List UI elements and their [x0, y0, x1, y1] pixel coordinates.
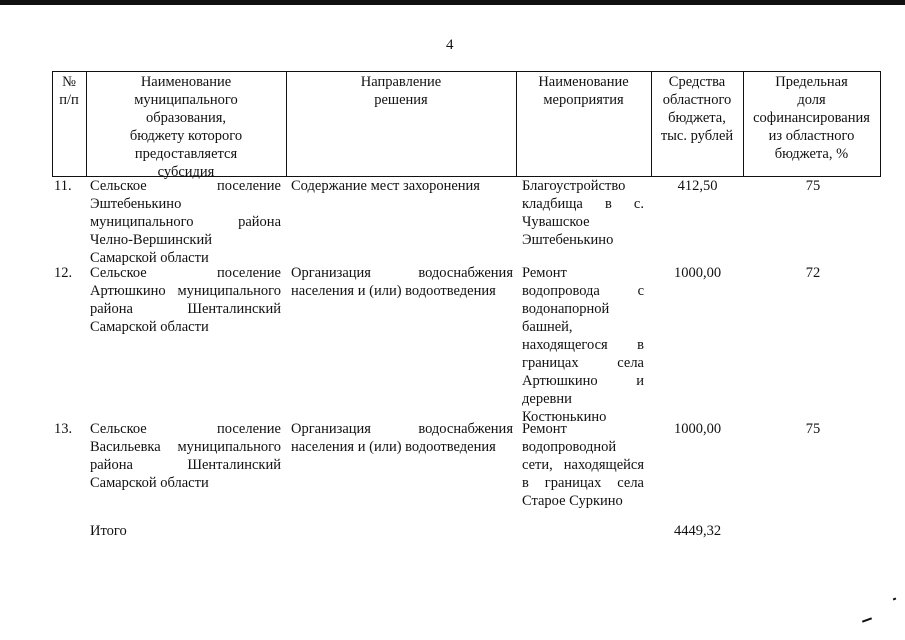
header-line: бюджету которого [129, 128, 243, 144]
page-number: 4 [446, 37, 454, 53]
header-funds [651, 73, 743, 145]
header-line: Предельная [775, 74, 848, 90]
municipality-name: Сельское поселение Эштебенькино муниципального района Челно-Вершинский Самарской области [90, 178, 281, 266]
header-line: предоставляется [134, 146, 238, 162]
row-number: 11. [54, 178, 72, 194]
municipality-name: Сельское поселение Васильевка муниципального района Шенталинский Самарской области [90, 421, 281, 491]
header-line: п/п [59, 92, 79, 108]
total-value: 4449,32 [673, 523, 722, 539]
total-label: Итого [90, 523, 127, 539]
header-share [743, 73, 880, 163]
header-line: образования, [145, 110, 227, 126]
header-line: тыс. рублей [660, 128, 734, 144]
header-line: Средства [668, 74, 726, 90]
row-number: 13. [54, 421, 73, 437]
funds-value: 1000,00 [673, 421, 722, 437]
event-name: Ремонт водопроводной сети, находящейся в границах села Старое Суркино [522, 421, 644, 509]
direction-text: Организация водоснабжения населения и (или) водоотведения [291, 421, 513, 455]
header-line: Наименование [140, 74, 232, 90]
header-municipality [86, 73, 286, 181]
header-line: Наименование [538, 74, 629, 90]
header-direction [286, 73, 516, 109]
header-line: муниципального [134, 92, 238, 108]
header-line: бюджета, [668, 110, 726, 126]
table-top-border [52, 71, 881, 72]
share-value: 75 [805, 421, 821, 437]
event-name: Благоустройство кладбища в с. Чувашское Эштебенькино [522, 178, 644, 248]
header-line: решения [374, 92, 428, 108]
row-number: 12. [54, 265, 73, 281]
header-line: бюджета, % [774, 146, 849, 162]
header-line: мероприятия [543, 92, 624, 108]
top-border-rule [0, 0, 905, 5]
header-line: областного [662, 92, 732, 108]
column-divider [880, 71, 881, 177]
corner-mark [893, 598, 897, 601]
header-event [516, 73, 651, 109]
share-value: 75 [805, 178, 821, 194]
header-line: Направление [360, 74, 442, 90]
header-line: субсидия [157, 164, 215, 180]
event-name: Ремонт водопровода с водонапорной башней, находящегося в границах села Артюшкино и деревни Костюнькино [522, 265, 644, 425]
header-number [52, 73, 86, 109]
header-line: № [62, 74, 76, 90]
funds-value: 412,50 [677, 178, 718, 194]
corner-mark [862, 617, 872, 622]
direction-text: Организация водоснабжения населения и (или) водоотведения [291, 265, 513, 299]
direction-text: Содержание мест захоронения [291, 178, 480, 194]
header-line: доля [797, 92, 826, 108]
share-value: 72 [805, 265, 821, 281]
header-line: из областного [768, 128, 855, 144]
funds-value: 1000,00 [673, 265, 722, 281]
header-line: софинансирования [753, 110, 870, 126]
municipality-name: Сельское поселение Артюшкино муниципального района Шенталинский Самарской области [90, 265, 281, 335]
